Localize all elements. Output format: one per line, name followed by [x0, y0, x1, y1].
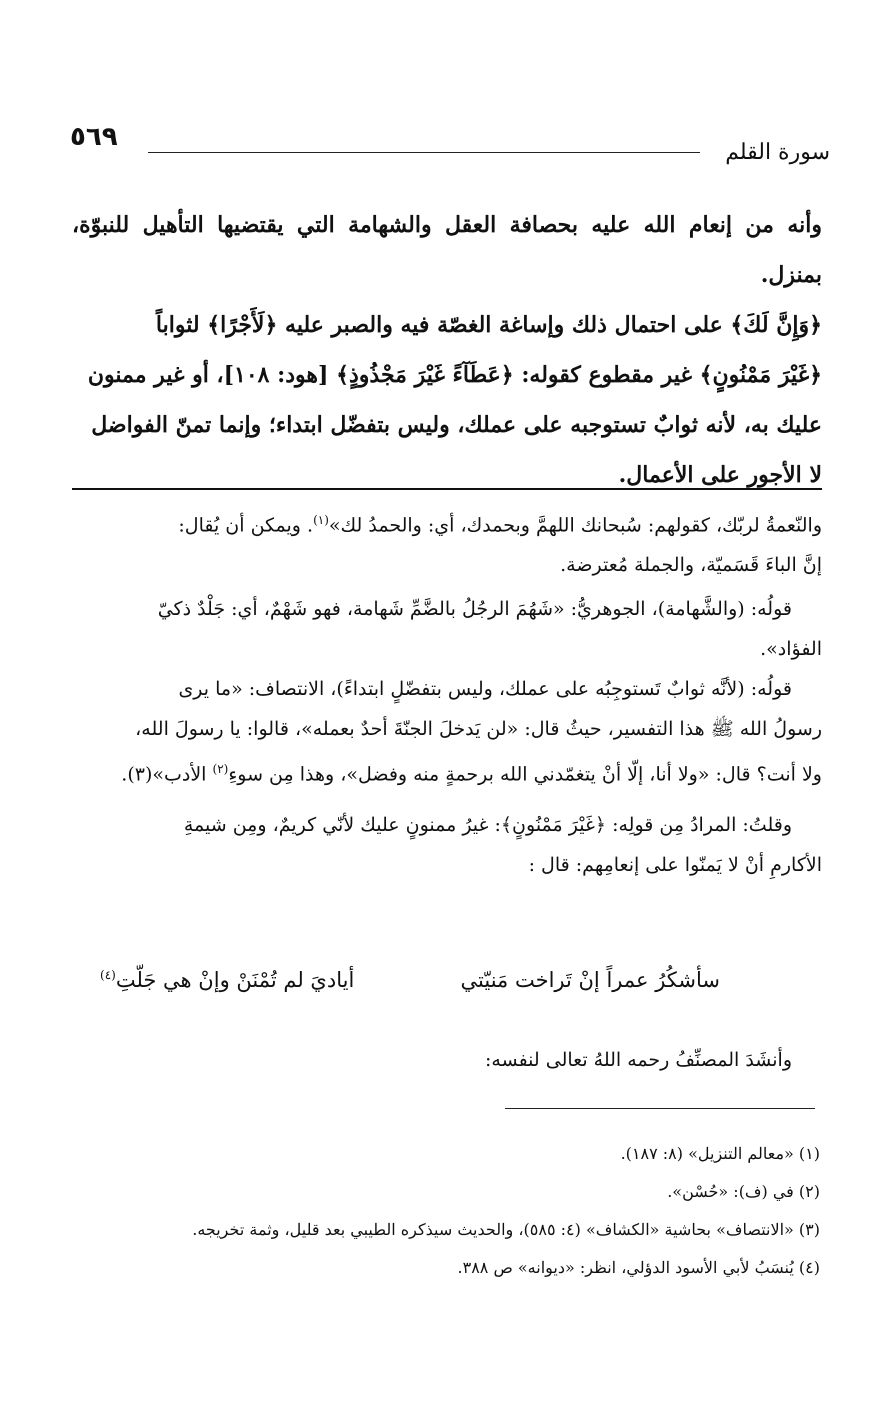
commentary-line: والنّعمةُ لربّك، كقولهم: سُبحانك اللهمَّ وبحمدك، أي: والحمدُ لك»$^{(١)}$. ويمكن أن يُقال:: [178, 513, 822, 537]
footnote: (٣) «الانتصاف» بحاشية «الكشاف» (٤: ٥٨٥)، والحديث سيذكره الطيبي بعد قليل، وثمة تخريجه.: [192, 1220, 820, 1239]
commentary-line: وقلتُ: المرادُ مِن قولِه: ﴿غَيْرَ مَمْنُونٍ﴾: غيرُ ممنونٍ عليك لأنّي كريمٌ، ومِن شيمةِ: [183, 813, 792, 836]
main-line: ﴿وَإِنَّ لَكَ﴾ على احتمال ذلك وإساغة الغصّة فيه والصبر عليه ﴿لَأَجْرًا﴾ لثواباً: [155, 312, 822, 338]
commentary: [72, 500, 822, 885]
commentary-line: قولُه: (لأنَّه ثوابٌ تَستوجِبُه على عملك، وليس بتفضّلٍ ابتداءً)، الانتصاف: «ما يرى: [178, 678, 792, 701]
page-number: ٥٦٩: [70, 122, 118, 152]
commentary-line: الفؤاد».: [760, 638, 822, 661]
footnote: (١) «معالم التنزيل» (٨: ١٨٧).: [620, 1144, 820, 1163]
footnotes: [72, 1135, 820, 1287]
main-line: وأنه من إنعام الله عليه بحصافة العقل والشهامة التي يقتضيها التأهيل للنبوّة، بمنزل.: [72, 212, 822, 288]
main-line: عليك به، لأنه ثوابٌ تستوجبه على عملك، وليس بتفضّل ابتداء؛ وإنما تمنّ الفواضل: [91, 412, 822, 438]
commentary-line: رسولُ الله ﷺ هذا التفسير، حيثُ قال: «لن يَدخلَ الجنّةَ أحدٌ بعمله»، قالوا: يا رسولَ الله،: [135, 718, 822, 741]
surah-title: سورة القلم: [725, 140, 830, 165]
main-line: لا الأجور على الأعمال.: [618, 462, 822, 488]
poetry-verse: [100, 968, 720, 1008]
commentary-line: ولا أنت؟ قال: «ولا أنا، إلّا أنْ يتغمّدني الله برحمةٍ منه وفضل»، وهذا مِن سوءِ$^{(٢)}$ الأدب»(٣).: [121, 762, 822, 786]
section-divider: [72, 488, 822, 490]
commentary-line: إنَّ الباءَ قَسَميّة، والجملة مُعترضة.: [560, 554, 822, 577]
footnote: (٤) يُنسَبُ لأبي الأسود الدؤلي، انظر: «ديوانه» ص ٣٨٨.: [457, 1258, 820, 1277]
commentary-line: قولُه: (والشَّهامة)، الجوهريُّ: «شَهُمَ الرجُلُ بالضَّمِّ شَهامة، فهو شَهْمٌ، أي: جَلْدٌ ذكيّ: [157, 598, 792, 621]
main-text: [72, 200, 822, 500]
verse-second-hemistich: أياديَ لم تُمْنَنْ وإنْ هي جَلّتِ$^{(٤)}$: [100, 968, 355, 992]
footnote: (٢) في (ف): «حُسْن».: [667, 1182, 820, 1201]
header-rule: [148, 152, 700, 153]
verse-first-hemistich: سأشكُرُ عمراً إنْ تَراخت مَنيّتي: [460, 968, 720, 992]
page-header: [60, 118, 830, 178]
main-line: ﴿غَيْرَ مَمْنُونٍ﴾ غير مقطوع كقوله: ﴿عَطَآءً غَيْرَ مَجْذُوذٍ﴾ [هود: ١٠٨]، أو غير ممنون: [87, 362, 822, 388]
closing-line: وأنشَدَ المصنِّفُ رحمه اللهُ تعالى لنفسه:: [485, 1049, 792, 1071]
commentary-line: الأكارمِ أنْ لا يَمنّوا على إنعامِهم: قال :: [528, 853, 822, 876]
footnote-rule: [505, 1108, 815, 1109]
